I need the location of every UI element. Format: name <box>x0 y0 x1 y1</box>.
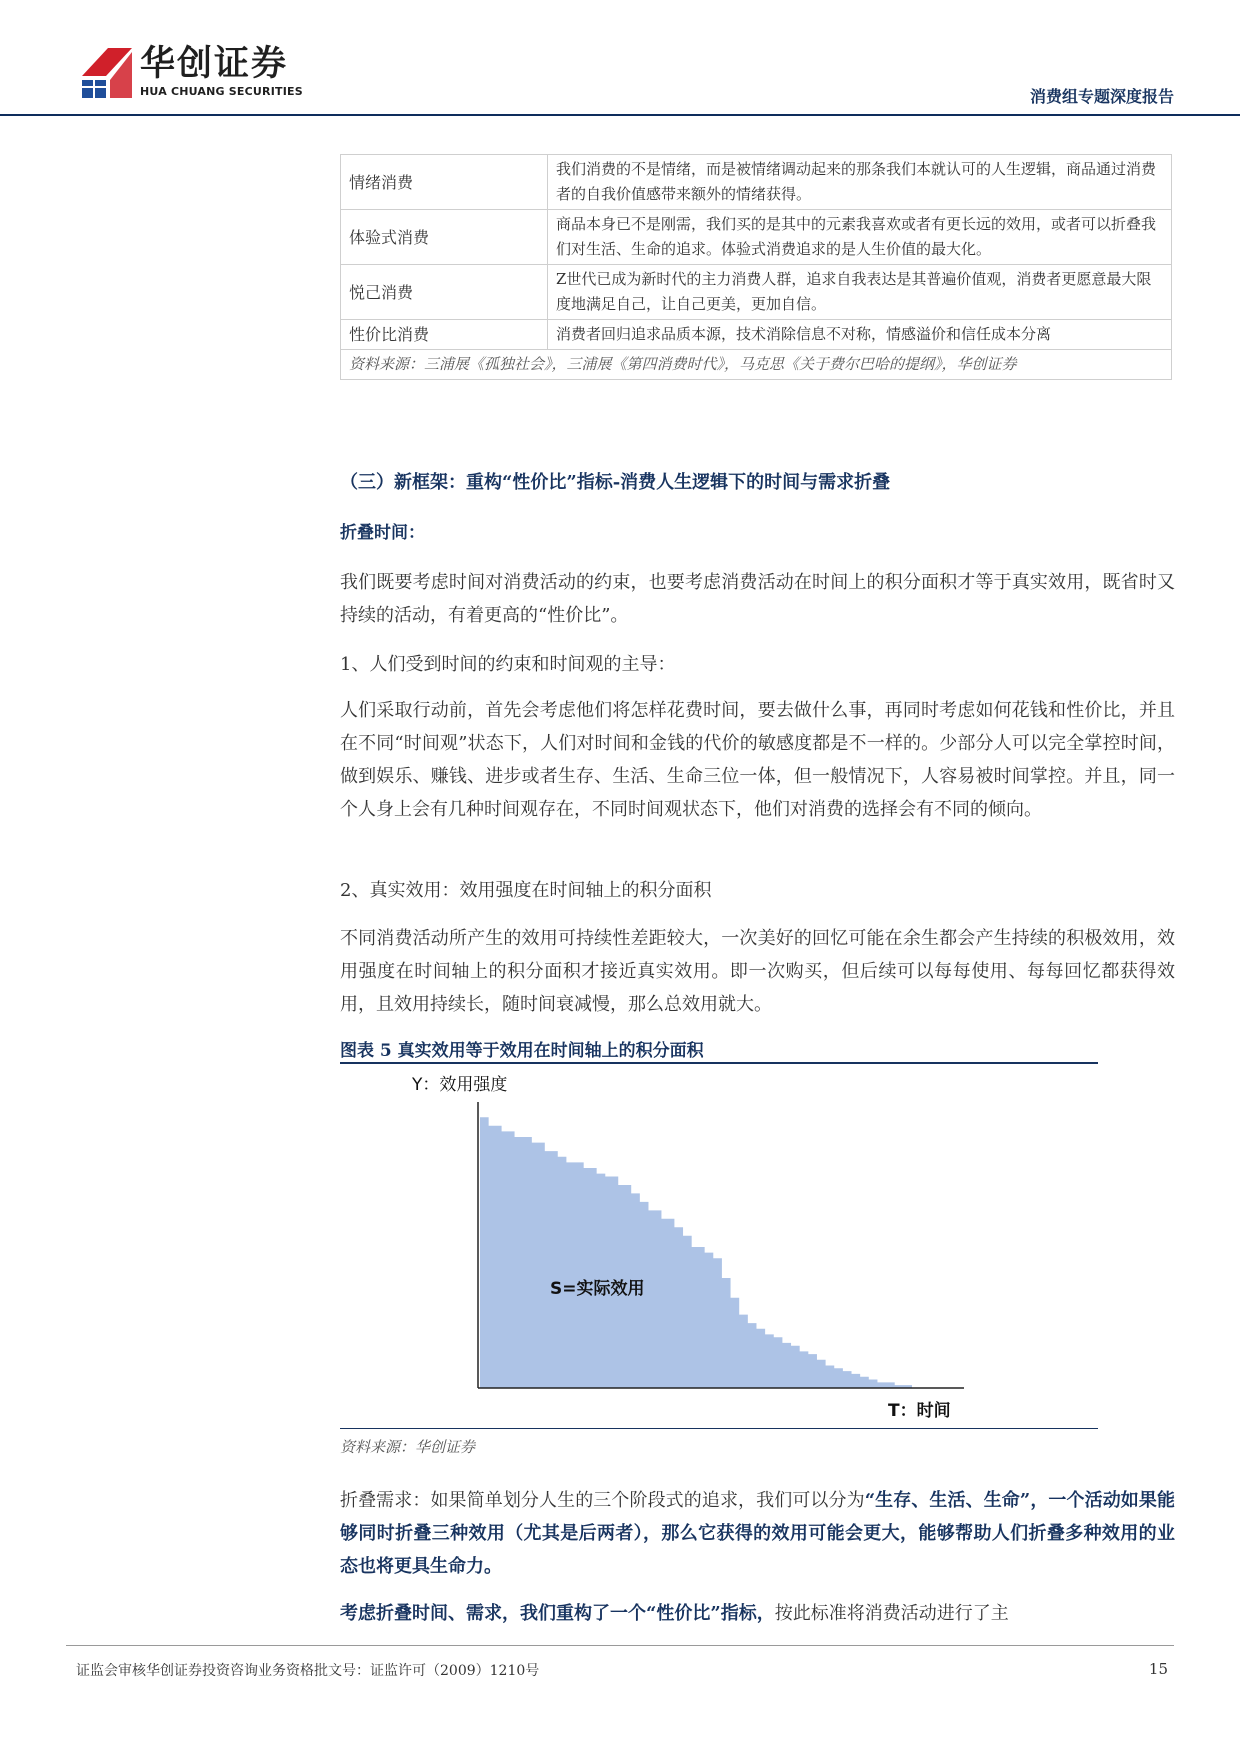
logo-chinese-name: 华创证券 <box>140 44 289 84</box>
table-value: 我们消费的不是情绪，而是被情绪调动起来的那条我们本就认可的人生逻辑，商品通过消费者的自我价值感带来额外的情绪获得。 <box>548 155 1172 210</box>
utility-area-chart <box>340 1066 1098 1426</box>
company-logo <box>78 42 318 102</box>
page-number: 15 <box>1148 1660 1168 1678</box>
paragraph-5-tail: 按此标准将消费活动进行了主 <box>774 1603 1009 1624</box>
table-key: 悦己消费 <box>341 265 548 320</box>
paragraph-5 <box>340 1597 1175 1630</box>
table-value: Z世代已成为新时代的主力消费人群，追求自我表达是其普遍价值观，消费者更愿意最大限度地满足自己，让自己更美，更加自信。 <box>548 265 1172 320</box>
table-key: 体验式消费 <box>341 210 548 265</box>
paragraph-2: 人们采取行动前，首先会考虑他们将怎样花费时间，要去做什么事，再同时考虑如何花钱和性价比，并且在不同“时间观”状态下，人们对时间和金钱的代价的敏感度都是不一样的。少部分人可以完全掌控时间，做到娱乐、赚钱、进步或者生存、生活、生命三位一体，但一般情况下，人容易被时间掌控。并且，同一个人身上会有几种时间观存在，不同时间观状态下，他们对消费的选择会有不同的倾向。 <box>340 700 1175 820</box>
table-row <box>341 265 1172 320</box>
fold-time-heading: 折叠时间： <box>340 523 425 543</box>
figure-source: 资料来源：华创证券 <box>340 1438 476 1456</box>
table-value: 商品本身已不是刚需，我们买的是其中的元素我喜欢或者有更长远的效用，或者可以折叠我们对生活、生命的追求。体验式消费追求的是人生价值的最大化。 <box>548 210 1172 265</box>
paragraph-1: 我们既要考虑时间对消费活动的约束，也要考虑消费活动在时间上的积分面积才等于真实效用，既省时又持续的活动，有着更高的“性价比”。 <box>340 572 1175 626</box>
paragraph-4-lead: 折叠需求：如果简单划分人生的三个阶段式的追求，我们可以分为 <box>340 1490 865 1511</box>
table-row <box>341 320 1172 350</box>
table-source-row <box>341 350 1172 380</box>
paragraph-5-emphasis: 考虑折叠时间、需求，我们重构了一个“性价比”指标， <box>340 1603 775 1624</box>
table-row <box>341 155 1172 210</box>
logo-english-name: HUA CHUANG SECURITIES <box>140 85 303 98</box>
section-title: （三）新框架：重构“性价比”指标-消费人生逻辑下的时间与需求折叠 <box>340 472 891 493</box>
figure-top-rule <box>340 1062 1098 1064</box>
table-row <box>341 210 1172 265</box>
table-key: 情绪消费 <box>341 155 548 210</box>
y-axis-label: Y：效用强度 <box>412 1075 508 1095</box>
footer-license: 证监会审核华创证券投资咨询业务资格批文号：证监许可（2009）1210号 <box>76 1663 540 1679</box>
footer-divider <box>66 1645 1174 1646</box>
figure-bottom-rule <box>340 1428 1098 1429</box>
utility-area <box>480 1117 912 1388</box>
logo-mark-icon <box>78 42 136 100</box>
area-label: S=实际效用 <box>550 1279 645 1299</box>
paragraph-4-emphasis: “生存、生活、生命”，一个活动如果能够同时折叠三种效用（尤其是后两者），那么它获得的效用可能会更大，能够帮助人们折叠多种效用的业态也将更具生命力。 <box>340 1490 1175 1577</box>
paragraph-4 <box>340 1484 1175 1583</box>
list-item-1: 1、人们受到时间的约束和时间观的主导： <box>340 654 676 675</box>
paragraph-3: 不同消费活动所产生的效用可持续性差距较大，一次美好的回忆可能在余生都会产生持续的积极效用，效用强度在时间轴上的积分面积才接近真实效用。即一次购买，但后续可以每每使用、每每回忆都获得效用，且效用持续长，随时间衰减慢，那么总效用就大。 <box>340 928 1175 1015</box>
list-item-2: 2、真实效用：效用强度在时间轴上的积分面积 <box>340 880 712 901</box>
table-value: 消费者回归追求品质本源，技术消除信息不对称，情感溢价和信任成本分离 <box>548 320 1172 350</box>
consumption-type-table <box>340 154 1172 380</box>
header-divider <box>0 114 1240 116</box>
figure-title: 图表 5 真实效用等于效用在时间轴上的积分面积 <box>340 1041 704 1061</box>
table-source: 资料来源：三浦展《孤独社会》，三浦展《第四消费时代》，马克思《关于费尔巴哈的提纲》，华创证券 <box>341 350 1172 380</box>
table-key: 性价比消费 <box>341 320 548 350</box>
report-type: 消费组专题深度报告 <box>1029 87 1174 106</box>
x-axis-label: T：时间 <box>888 1401 951 1421</box>
